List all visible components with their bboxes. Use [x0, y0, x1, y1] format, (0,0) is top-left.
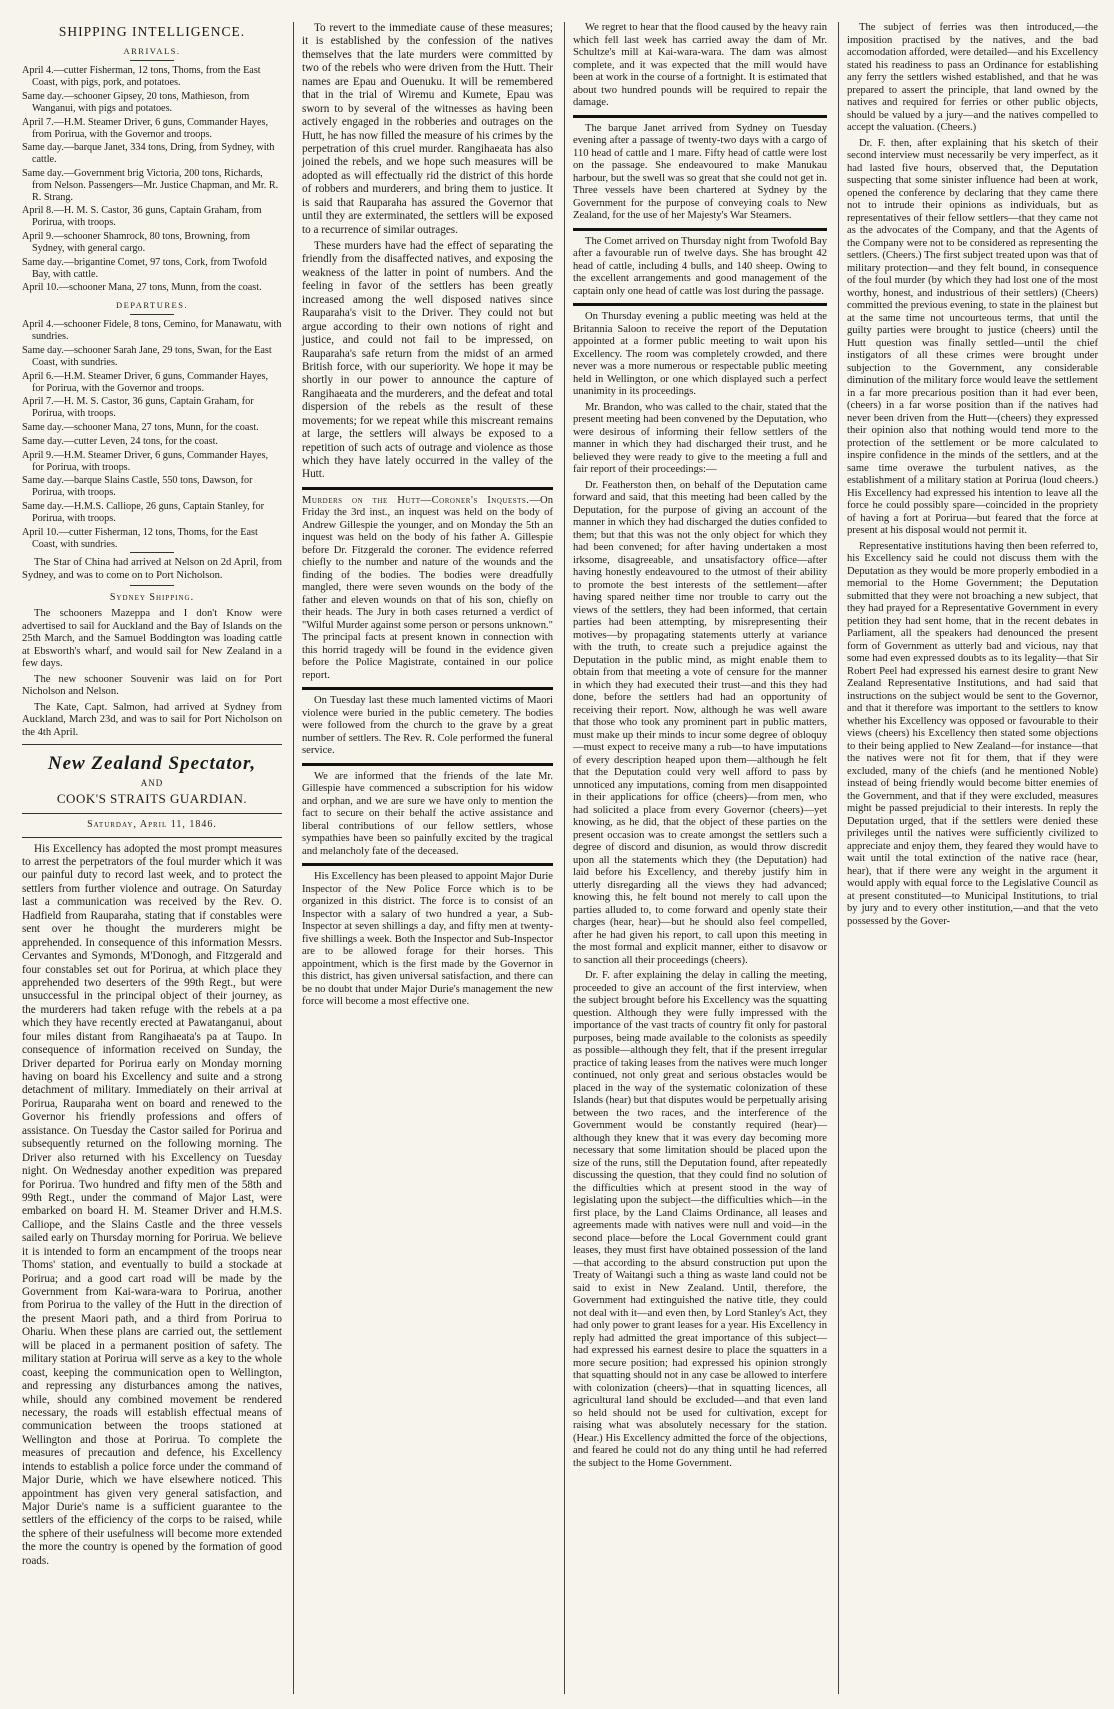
divider — [302, 687, 553, 690]
coroner-article — [302, 495, 553, 683]
meeting-paragraph: Dr. Featherston then, on behalf of the Deputation came forward and said, that this meeting had been called by the Deputation, for the purpose of giving an account of the manner in which they had discharged the duties confided to them; but that this was not the only object for which they had been convened; for after having undertaken a most irksome, disagreeable, and unsatisfactory office—after having honestly endeavoured to the utmost of their ability to promote the best interests of the settlement—after having spared neither time nor trouble to carry out the views of the settlers, they had been informed, that certain parties had been attempting, by misrepresenting their motives—by propagating statements utterly at variance with the truth, to create such a prejudice against the Deputation in the public mind, as might enable them to obtain from that meeting a vote of censure for the manner in which they had executed their trust—and this they had done, before the settlers had had an opportunity of receiving their report. Now, although he was well aware that those who took any prominent part in public matters, must make up their minds to incur some degree of obloquy—must expect to receive many a rub—to have imputations of every description heaped upon them—although he felt that the Deputation could very well afford to pass by unnoticed any imputations, coming from men disappointed in their applications for office (cheers)—from men, who had solicited a place from every Governor (cheers)—yet knowing, as he did, that the object of these parties on the present occasion was to create amongst the settlers such a degree of discord and disunion, as would throw discredit upon all the statements which they (the Deputation) had laid before his Excellency, and thereby justify him in utterly disregarding all the views they had advanced; knowing this, he felt bound not merely to call upon the parties alluded to, to come forward and openly state their charges (hear, hear)—but he should also feel compelled, after he had given his report, to call upon this meeting in the most formal and explicit manner, either to disavow or to sanction all their proceedings (cheers). — [573, 479, 827, 966]
sydney-paragraph: The schooners Mazeppa and I don't Know were advertised to sail for Auckland and the Bay of Islands on the 25th March, and the Samuel Boddington was loading cattle at Ebsworth's wharf, and would sail for New Zealand in a few days. — [22, 608, 282, 670]
masthead-and: AND — [140, 778, 164, 789]
meeting-article — [573, 311, 827, 1470]
divider — [302, 863, 553, 866]
list-item: April 4.—schooner Fidele, 8 tons, Cemino, for Manawatu, with sundries. — [22, 319, 282, 343]
list-item: Same day.—barque Janet, 334 tons, Dring, from Sydney, with cattle. — [22, 142, 275, 166]
list-item: April 6.—H.M. Steamer Driver, 6 guns, Commander Hayes, for Porirua, with the Governor and troops. — [22, 370, 269, 394]
sydney-shipping-heading: Sydney Shipping. — [109, 592, 195, 604]
list-item: April 9.—H.M. Steamer Driver, 6 guns, Commander Hayes, for Porirua, with troops. — [22, 449, 269, 473]
list-item: Same day.—brigantine Comet, 97 tons, Cork, from Twofold Bay, with cattle. — [22, 256, 267, 280]
subscription-article: We are informed that the friends of the late Mr. Gillespie have commenced a subscription for his widow and orphan, and we are sure we have only to mention the fact to secure on their behalf the active assistance and liberal contributions of our fellow settlers, whose sympathies have been so painfully excited by the tragical and melancholy fate of the deceased. — [302, 770, 553, 857]
meeting-paragraph: Dr. F. after explaining the delay in calling the meeting, proceeded to give an account of the first interview, when the subject brought before his Excellency was the squatting question. Although they were fully impressed with the importance of the vast tracts of country fit only for pastoral purposes, being made available to the colonists as speedily as possible—although they felt, that if the present irregular practice of taking leases from the natives were much longer continued, not only great and serious obstacles would be placed in the way of the systematic colonization of these Islands (hear) but that disputes would be perpetually arising between the two races, and the interference of the Government would be constantly required (hear)—although they knew that it was every day becoming more necessary that some limitation should be placed upon the size of the runs, still the Deputation found, after repeatedly discussing the question, that they could find no solution of the difficulties which at present stood in the way of legislating upon the subject—the difficulties which—in the first place, by the Land Claims Ordinance, all leases and agreements made with natives were null and void—in the second place—before the Local Government could grant leases, they must first have obtained possession of the land—that according to the absurd construction put upon the Treaty of Waitangi such a thing as waste land could not be said to exist in New Zealand. Until, therefore, the Government had extinguished the native title, they could not deal with it—and even then, by Lord Stanley's Act, they had only power to grant leases for a year. His Excellency in reply had admitted the great importance of this subject—had expressed his earnest desire to place the squatters in a more secure position; had expressed his opinion strongly that squatting should not in any case be allowed to interfere with colonization (cheers)—that in squatting licences, all agricultural land should be excluded—and that even land so held should not be used for cultivation, except for raising what was absolutely necessary for the station. (Hear.) His Excellency admitted the force of the objections, and feared he could not do any thing until he had referred the subject to the Home Government. — [573, 970, 827, 1469]
arrivals-heading: ARRIVALS. — [123, 46, 181, 57]
departures-list — [22, 319, 282, 550]
coroner-heading: Murders on the Hutt—Coroner's Inquests. — [302, 494, 530, 506]
leader-article — [22, 843, 282, 1569]
divider — [130, 314, 174, 315]
funeral-article: On Tuesday last these much lamented victims of Maori violence were buried in the public cemetery. The bodies were followed from the church to the grave by a great number of settlers. The Rev. R. Cole performed the funeral service. — [302, 695, 553, 757]
column-4 — [838, 22, 1106, 1694]
police-article: His Excellency has been pleased to appoint Major Durie Inspector of the New Police Force which is to be organized in this district. The force is to consist of an Inspector with a salary of two hundred a year, a Sub-Inspector at seven shillings a day, and fifty men at twenty-five shillings a week. Both the Inspector and Sub-Inspector are to be allowed forage for their horses. This appointment, which is the first made by the Governor in this district, has given universal satisfaction, and there can be no doubt that under Major Durie's management the new force will become a most effective one. — [302, 871, 553, 1008]
list-item: April 10.—schooner Mana, 27 tons, Munn, from the coast. — [22, 282, 262, 294]
list-item: Same day.—schooner Sarah Jane, 29 tons, Swan, for the East Coast, with sundries. — [22, 345, 272, 368]
meeting-paragraph: Representative institutions having then been referred to, his Excellency said he could not discuss them with the Deputation as they would be more properly embodied in a memorial to the Home Government; the Deputation submitted that they were not broaching a new subject, that they had prayed for a Representative Government in every petition they had sent home, that in the recent debates in Parliament, all the speakers had denounced the present form of Government as utterly bad and vicious, nay that some had even expressed doubts as to its legality—that Sir Robert Peel had expressed his earnest desire to grant New Zealand Representative Institutions, and had said that instructions on the subject would be sent to the Governor, and that it therefore was important to the settlers to know whether his Excellency was opposed or favourable to their views (cheers) his Excellency then stated some objections to their being applied to New Zealand—for instance—that the natives were not fit for them, that if they were excluded, many of the chiefs (and he mentioned Noble) instead of being friendly would become bitter enemies of the Government, and that if they were excluded, measures might be passed prejudicial to their interests. In reply the Deputation urged, that if the settlers were denied these privileges until the natives were sufficiently civilized to appreciate and enjoy them, they feared they would have to wait until the total extinction of the native race (hear, hear), that if there were any weight in the argument it would apply with equal force to the Legislative Council as at present constituted—to Municipal Institutions, to trial by jury and to every other institution,—and that the veto possessed by the Gover- — [847, 540, 1098, 927]
leader-paragraph: His Excellency has adopted the most prompt measures to arrest the perpetrators of the foul murder which it was our painful duty to record last week, and to protect the settlers from further violence and outrage. On Saturday last a communication was received by the Rev. O. Hadfield from Rauparaha, stating that if constables were sent over he thought the murderers might be apprehended. In consequence of this information Messrs. Cervantes and Symonds, M'Donogh, and Fitzgerald and four constables set out for Porirua, at which place they apprehended two deserters of the 99th Regt., but were unsuccessful in the principal object of their journey, as the murderers had taken refuge with the rebels at a pa which they have recently erected at Pawatanganui, about four miles distant from Rangihaeata's pa at Taupo. In consequence of information received on Sunday, the Driver departed for Porirua early on Monday morning having on board his Excellency and suite and a strong detachment of military. Immediately on their arrival at Porirua, Rauparaha went on board and renewed to the Governor his friendly professions and offers of assistance. On Tuesday the Castor sailed for Porirua and subsequently returned on the following morning. The Driver also returned with his Excellency on Tuesday night. On Wednesday another expedition was prepared for Porirua. Two hundred and fifty men of the 58th and 99th Regt., under the command of Major Last, were embarked on board H. M. Steamer Driver and H.M.S. Calliope, and the Slains Castle and the three vessels sailed early on Thursday morning for Porirua. We believe it is intended to form an encampment of the troops near Thoms' station, and eventually to build a stockade at Porirua; and a good cart road will be made by the Government from Kai-wara-wara to Porirua, another from Porirua to the valley of the Hutt in the direction of the present Maori path, and a third from Porirua to Ohariu. When these plans are carried out, the settlement will be placed in a permanent position of safety. The military station at Porirua will serve as a key to the whole coast, keeping the communication open to Wellington, and repressing any disturbances among the natives, while, should any combined movement be rendered necessary, the roads will establish effectual means of communication between the troops stationed at Wellington and those at Porirua. To complete the measures of precaution and defence, his Excellency intends to establish a police force under the command of Major Durie, which we have elsewhere noticed. This appointment has given very general satisfaction, and Major Durie's name is a sufficient guarantee to the settlers of the efficiency of the corps to be raised, while the sphere of their usefulness will become more extended the more the country is opened by the formation of good roads. — [22, 842, 282, 1567]
arrivals-list — [22, 65, 282, 294]
divider — [22, 837, 282, 838]
list-item: April 10.—cutter Fisherman, 12 tons, Thoms, for the East Coast, with sundries. — [22, 526, 258, 550]
masthead-title: New Zealand Spectator, — [47, 753, 257, 775]
sydney-paragraph: The new schooner Souvenir was laid on for Port Nicholson and Nelson. — [22, 673, 282, 698]
divider — [302, 487, 553, 490]
column-2 — [293, 22, 561, 1694]
list-item: Same day.—cutter Leven, 24 tons, for the coast. — [22, 435, 218, 447]
flood-article: We regret to hear that the flood caused by the heavy rain which fell last week has carried away the dam of Mr. Schultze's mill at Kai-wara-wara. The dam was almost complete, and it was expected that the mill would have been at work in the course of a fortnight. It is estimated that about two hundred pounds will be required to repair the damage. — [573, 22, 827, 108]
masthead-subtitle: COOK'S STRAITS GUARDIAN. — [56, 790, 248, 806]
dateline: Saturday, April 11, 1846. — [87, 818, 217, 830]
divider — [573, 303, 827, 306]
leader-paragraph: To revert to the immediate cause of these measures; it is established by the confession of the natives themselves that the late murders were committed by two of the rebels who were driven from the Hutt. Their names are Epau and Ouenuku. It will be remembered that in the trial of Wiremu and Kumete, Epau was sworn to by several of the witnesses as having been actively engaged in the robberies and outrages on the Hutt, he has now filled the measure of his crimes by the perpetration of this cruel murder. Rangihaeata has also joined the rebels, and we hope such measures will be adopted as will effectually rid the district of this horde of robbers and murderers, and bring them to justice. It is said that Rauparaha has assured the Governor that until they are exterminated, the settlers will be exposed to a recurrence of similar outrages. — [302, 22, 553, 236]
divider — [22, 813, 282, 814]
coroner-text: —On Friday the 3rd inst., an inquest was held on the body of Andrew Gillespie the younger, and on Monday the 5th an inquest was held on the body of his father A. Gillespie before Dr. Fitzgerald the coroner. The evidence referred chiefly to the number and nature of the wounds and the finding of the bodies. The bodies were dreadfully mangled, there were seven wounds on the body of the father and eleven wounds on that of his son, chiefly on their heads. The Jury in both cases returned a verdict of "Wilful Murder against some person or persons unknown." The principal facts at present known in connection with this horrid tragedy will be found in the evidence given before the Police Magistrate, contained in our police report. — [302, 494, 553, 681]
meeting-paragraph: Mr. Brandon, who was called to the chair, stated that the present meeting had been convened by the Deputation, who were desirous of informing their fellow settlers of the manner in which they had discharged their trust, and he believed they were ready to give to the meeting a full and fair report of their proceedings:— — [573, 401, 827, 475]
meeting-paragraph: On Thursday evening a public meeting was held at the Britannia Saloon to receive the report of the Deputation appointed at a former public meeting to wait upon his Excellency. The room was completely crowded, and there never was a more numerous or respectable public meeting held in Wellington, or one which displayed such a perfect unanimity in its proceedings. — [573, 311, 827, 397]
divider — [130, 585, 174, 586]
list-item: April 4.—cutter Fisherman, 12 tons, Thoms, from the East Coast, with pigs, pork, and potatoes. — [22, 65, 261, 89]
shipping-title: SHIPPING INTELLIGENCE. — [58, 24, 246, 39]
divider — [302, 763, 553, 766]
meeting-paragraph: The subject of ferries was then introduced,—the imposition practised by the natives, and the bad accomodation afforded, were detailed—and his Excellency stated his readiness to pass an Ordinance for establishing any ferry the settlers wished established, and that he was prepared to assert the principle, that land owned by the natives and required for ferries or other public objects, should be valued by a jury—and the natives compelled to accept the valuation. (Cheers.) — [847, 22, 1098, 133]
meeting-paragraph: Dr. F. then, after explaining that his sketch of their second interview must necessarily be very imperfect, as it had lasted five hours, observed that, the Deputation suspecting that some sinister influence had been at work, opened the conference by declaring that they came there not to intrude their opinions as individuals, but as representatives of their fellow settlers—that they came not as the advocates of the Company, and that the Agents of the Company were not to be considered as representing the settlers. (Cheers.) The first subject treated upon was that of military protection—and they felt bound, in consequence of the foul murder (by which they had lost one of the most worthy, honest, and industrious of their settlers) (Cheers) committed the previous evening, to state in the plainest but at the same time not uncourteous terms, that until the guilty parties were brought to justice (cheers) until the Hutt question was finally settled—until the chief instigators of all these crimes were brought under subjection to the Government, any considerable diminution of the military force would leave the settlement in a far more precarious position than it had ever been, (cheers) in a far worse position than if the natives had never been driven from the Hutt—(cheers) they expressed their opinion also that nothing would tend more to the protection of the settlement or be more calculated to inspire confidence in the minds of the settlers, and at the same time overawe the turbulent natives, as the establishment of a military station at Porirua (loud cheers.) His Excellency had expressed his intention to leave all the force he could possibly spare—coincided in the propriety of having a fort at Porirua—but feared that the force at present at his disposal would not permit it. — [847, 137, 1098, 536]
list-item: Same day.—H.M.S. Calliope, 26 guns, Captain Stanley, for Porirua, with troops. — [22, 501, 265, 524]
divider — [573, 115, 827, 118]
divider — [130, 552, 174, 553]
list-item: Same day.—barque Slains Castle, 550 tons, Dawson, for Porirua, with troops. — [22, 475, 253, 499]
sydney-paragraph: The Kate, Capt. Salmon, had arrived at Sydney from Auckland, March 23d, and was to sail for Port Nicholson on the 4th April. — [22, 701, 282, 738]
leader-paragraph: These murders have had the effect of separating the friendly from the disaffected natives, and exposing the weakness of the latter in point of numbers. And the feeling in favor of the settlers has been greatly increased among the well disposed natives since Rauparaha's visit to the Driver. They could not but argue according to their own notions of right and justice, and could not fail to be impressed, on Rauparaha's safe return from the midst of an armed British force, with our superiority. We hope it may be shortly in our power to announce the capture of Rangihaeata and the murderers, and the defeat and total dispersion of the rebels as the result of these movements; for we repeat while this miscreant remains at large, the settlers will always be exposed to a repetition of such acts of outrage and violence as those which they have lately occurred in the valley of the Hutt. — [302, 240, 553, 481]
list-item: April 7.—H.M. Steamer Driver, 6 guns, Commander Hayes, from Porirua, with the Governor and troops. — [22, 116, 269, 140]
list-item: April 9.—schooner Shamrock, 80 tons, Browning, from Sydney, with general cargo. — [22, 231, 251, 254]
column-3 — [564, 22, 835, 1694]
star-of-china-note: The Star of China had arrived at Nelson on 2d April, from Sydney, and was to come on to Port Nicholson. — [22, 557, 282, 581]
divider — [130, 60, 174, 61]
comet-article: The Comet arrived on Thursday night from Twofold Bay after a favourable run of twelve days. She has brought 42 head of cattle, including 4 bulls, and 140 sheep. Owing to the excellent arrangements and good management of the captain only one head of cattle was lost during the passage. — [573, 235, 827, 297]
list-item: April 7.—H. M. S. Castor, 36 guns, Captain Graham, for Porirua, with troops. — [22, 396, 254, 420]
divider — [573, 228, 827, 231]
janet-article: The barque Janet arrived from Sydney on Tuesday evening after a passage of twenty-two days with a cargo of 110 head of cattle and 1 mare. Fifty head of cattle were lost on the passage. She endeavoured to make Manukau harbour, but the swell was so great that she could not get in. Three vessels have been chartered at Sydney by the Government for the purpose of conveying coals to New Zealand, for the use of her Majesty's War Steamers. — [573, 122, 827, 221]
divider — [22, 744, 282, 745]
list-item: Same day.—Government brig Victoria, 200 tons, Richards, from Nelson. Passengers—Mr. Justice Chapman, and Mr. R. R. Strang. — [22, 168, 279, 203]
departures-heading: DEPARTURES. — [115, 300, 189, 311]
list-item: Same day.—schooner Gipsey, 20 tons, Mathieson, from Wanganui, with pigs and potatoes. — [22, 91, 250, 114]
list-item: April 8.—H. M. S. Castor, 36 guns, Captain Graham, from Porirua, with troops. — [22, 205, 262, 229]
list-item: Same day.—schooner Mana, 27 tons, Munn, for the coast. — [22, 422, 259, 434]
column-1 — [14, 22, 290, 1694]
